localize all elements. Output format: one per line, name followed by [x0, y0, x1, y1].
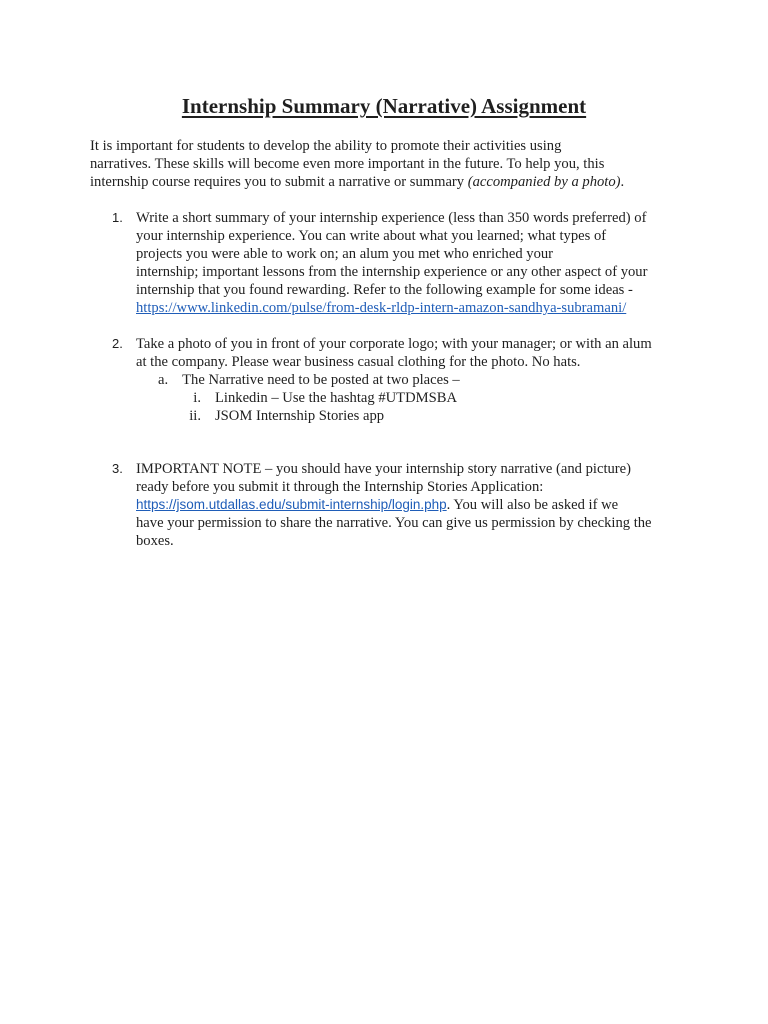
item-line: IMPORTANT NOTE – you should have your internship story narrative (and picture)	[136, 461, 631, 477]
jsom-submit-link[interactable]: https://jsom.utdallas.edu/submit-internship/login.php	[136, 497, 447, 512]
sub-item-text: JSOM Internship Stories app	[215, 408, 385, 424]
item-line: internship; important lessons from the internship experience or any other aspect of your	[136, 264, 648, 280]
linkedin-example-link[interactable]: https://www.linkedin.com/pulse/from-desk-rldp-intern-amazon-sandhya-subramani/	[136, 300, 627, 316]
list-number: 3.	[112, 461, 123, 476]
item-link-line	[136, 496, 696, 514]
item-line: at the company. Please wear business casual clothing for the photo. No hats.	[136, 354, 581, 370]
list-number: 1.	[112, 210, 123, 225]
sub-item-i	[136, 389, 696, 407]
sub-item-label: a.	[158, 372, 169, 388]
intro-line	[90, 173, 650, 191]
item-line-text: . You will also be asked if we	[446, 497, 619, 513]
page-title: Internship Summary (Narrative) Assignment	[181, 94, 587, 118]
intro-line: It is important for students to develop the ability to promote their activities using	[90, 138, 562, 154]
list-item-body	[136, 335, 696, 425]
item-link-line	[136, 299, 696, 317]
item-line: have your permission to share the narrative. You can give us permission by checking the	[136, 515, 652, 531]
item-line: projects you were able to work on; an alum you met who enriched your	[136, 246, 554, 262]
list-item-body	[136, 209, 696, 317]
intro-paragraph	[90, 137, 650, 191]
intro-line-text: internship course requires you to submit a narrative or summary	[90, 174, 468, 190]
intro-italic-note: (accompanied by a photo)	[467, 174, 621, 190]
item-line: Take a photo of you in front of your corporate logo; with your manager; or with an alum	[136, 336, 652, 352]
list-number: 2.	[112, 336, 123, 351]
sub-item-ii	[136, 407, 696, 425]
item-line: your internship experience. You can write about what you learned; what types of	[136, 228, 607, 244]
sub-item-label: i.	[193, 390, 201, 406]
item-line: Write a short summary of your internship experience (less than 350 words preferred) of	[136, 210, 647, 226]
intro-period: .	[620, 174, 625, 190]
intro-line: narratives. These skills will become even more important in the future. To help you, this	[90, 156, 605, 172]
item-line: internship that you found rewarding. Refer to the following example for some ideas -	[136, 282, 633, 298]
sub-item-label: ii.	[189, 408, 201, 424]
item-line: boxes.	[136, 533, 174, 549]
sub-item-text: The Narrative need to be posted at two places –	[182, 372, 460, 388]
list-item-body	[136, 460, 696, 550]
item-line: ready before you submit it through the Internship Stories Application:	[136, 479, 544, 495]
sub-item-text: Linkedin – Use the hashtag #UTDMSBA	[215, 390, 457, 406]
sub-item-a	[158, 371, 718, 389]
